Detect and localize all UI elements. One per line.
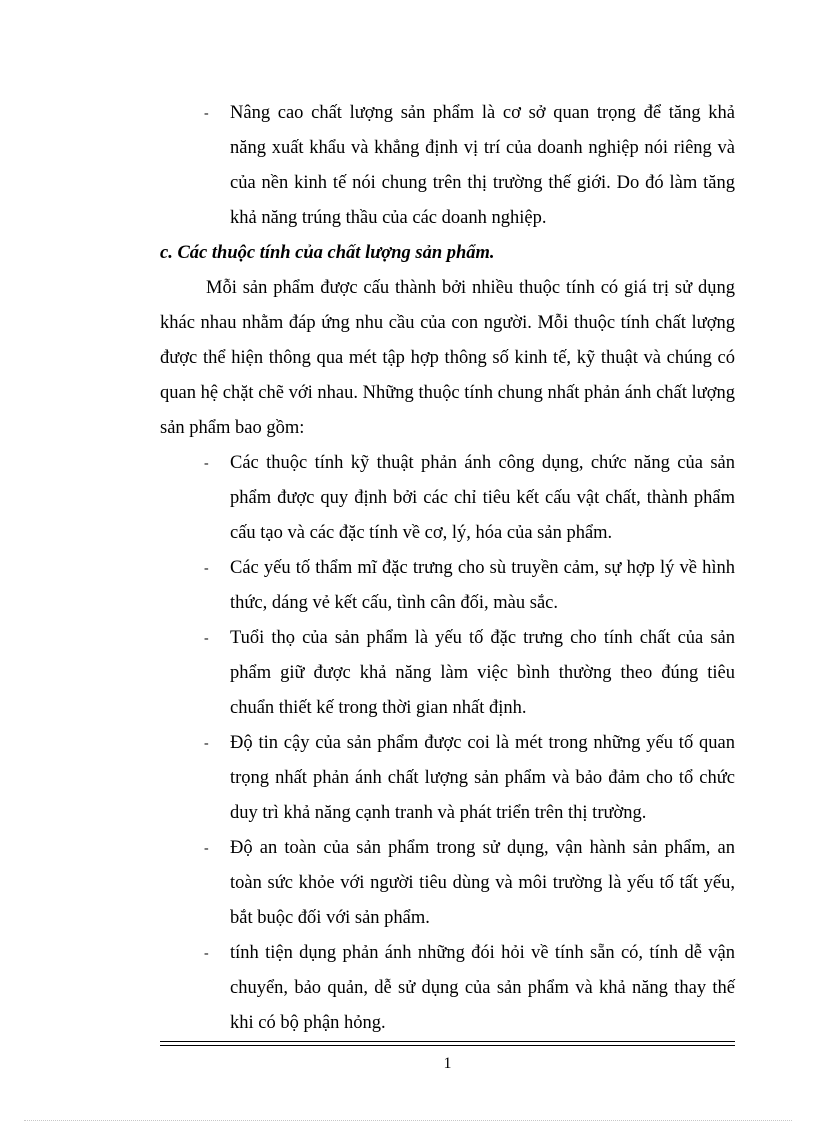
bullet-text: Độ an toàn của sản phẩm trong sử dụng, vận hành sản phẩm, an toàn sức khỏe với người tiêu dùng và môi trường là yếu tố tất yếu, bắt buộc đối với sản phẩm. — [230, 838, 735, 928]
bullet-item-export — [160, 96, 735, 236]
bullet-item-usability — [160, 936, 735, 1041]
bullet-text: Nâng cao chất lượng sản phẩm là cơ sở quan trọng để tăng khả năng xuất khẩu và khẳng định vị trí của doanh nghiệp nói riêng và của nền kinh tế nói chung trên thị trường thế giới. Do đó làm tăng khả năng trúng thầu của các doanh nghiệp. — [230, 103, 735, 228]
bullet-dash: - — [204, 106, 209, 121]
page-content — [160, 96, 735, 1041]
bullet-item-reliability — [160, 726, 735, 831]
bullet-item-aesthetic — [160, 551, 735, 621]
bullet-dash: - — [204, 631, 209, 646]
bullet-dash: - — [204, 456, 209, 471]
bullet-dash: - — [204, 736, 209, 751]
footer-double-rule — [160, 1041, 735, 1046]
bullet-text: Các yếu tố thẩm mĩ đặc trưng cho sù truyền cảm, sự hợp lý về hình thức, dáng vẻ kết cấu, tình cân đối, màu sắc. — [230, 558, 735, 613]
bullet-text: Các thuộc tính kỹ thuật phản ánh công dụng, chức năng của sản phẩm được quy định bởi các chỉ tiêu kết cấu vật chất, thành phẩm cấu tạo và các đặc tính về cơ, lý, hóa của sản phẩm. — [230, 453, 735, 543]
bullet-dash: - — [204, 946, 209, 961]
bullet-text: Độ tin cậy của sản phẩm được coi là mét trong những yếu tố quan trọng nhất phản ánh chất lượng sản phẩm và bảo đảm cho tổ chức duy trì khả năng cạnh tranh và phát triển trên thị trường. — [230, 733, 735, 823]
body-paragraph: Mỗi sản phẩm được cấu thành bởi nhiều thuộc tính có giá trị sử dụng khác nhau nhằm đáp ứng nhu cầu của con người. Mỗi thuộc tính chất lượng được thể hiện thông qua mét tập hợp thông số kinh tế, kỹ thuật và chúng có quan hệ chặt chẽ với nhau. Những thuộc tính chung nhất phản ánh chất lượng sản phẩm bao gồm: — [160, 278, 735, 438]
bullet-text: Tuổi thọ của sản phẩm là yếu tố đặc trưng cho tính chất của sản phẩm giữ được khả năng làm việc bình thường theo đúng tiêu chuẩn thiết kế trong thời gian nhất định. — [230, 628, 735, 718]
bullet-dash: - — [204, 841, 209, 856]
bullet-item-technical — [160, 446, 735, 551]
bullet-item-lifespan — [160, 621, 735, 726]
section-heading: c. Các thuộc tính của chất lượng sản phẩm. — [160, 243, 495, 263]
bullet-item-safety — [160, 831, 735, 936]
page-bottom-dotted-border — [24, 1120, 792, 1121]
bullet-dash: - — [204, 561, 209, 576]
bullet-text: tính tiện dụng phản ánh những đói hỏi về tính sẵn có, tính dễ vận chuyển, bảo quản, dễ sử dụng của sản phẩm và khả năng thay thế khi có bộ phận hỏng. — [230, 943, 735, 1033]
page-number: 1 — [443, 1055, 452, 1072]
